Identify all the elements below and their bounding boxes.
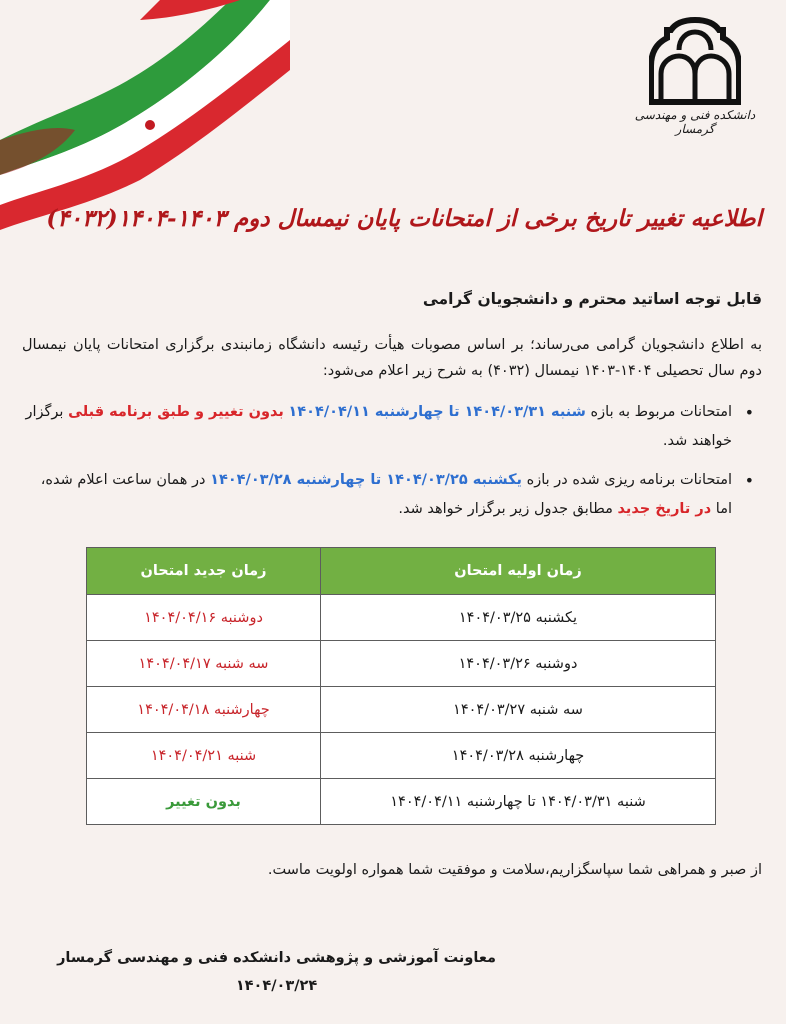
- bullet-item: • امتحانات برنامه ریزی شده در بازه یکشنبه ۱۴۰۴/۰۳/۲۵ تا چهارشنبه ۱۴۰۴/۰۳/۲۸ در همان ساعت اعلام شده، اما در تاریخ جدید مطابق جدول زیر برگزار خواهد شد.: [22, 466, 762, 524]
- table-row: [87, 733, 716, 779]
- new-time-cell: چهارشنبه ۱۴۰۴/۰۴/۱۸: [87, 687, 321, 733]
- exam-schedule-table: [86, 547, 716, 825]
- college-logo-icon: [649, 16, 741, 106]
- new-time-cell: دوشنبه ۱۴۰۴/۰۴/۱۶: [87, 595, 321, 641]
- original-time-cell: سه شنبه ۱۴۰۴/۰۳/۲۷: [321, 687, 716, 733]
- header-new-time: زمان جدید امتحان: [87, 548, 321, 595]
- salutation: قابل توجه اساتید محترم و دانشجویان گرامی: [422, 290, 762, 308]
- original-time-cell: یکشنبه ۱۴۰۴/۰۳/۲۵: [321, 595, 716, 641]
- new-time-cell: شنبه ۱۴۰۴/۰۴/۲۱: [87, 733, 321, 779]
- original-time-cell: شنبه ۱۴۰۴/۰۳/۳۱ تا چهارشنبه ۱۴۰۴/۰۴/۱۱: [321, 779, 716, 825]
- table-row: [87, 641, 716, 687]
- original-time-cell: دوشنبه ۱۴۰۴/۰۳/۲۶: [321, 641, 716, 687]
- signature-date: ۱۴۰۴/۰۳/۲۴: [235, 978, 318, 994]
- signature-block: [57, 944, 496, 1000]
- intro-paragraph: به اطلاع دانشجویان گرامی می‌رساند؛ بر اساس مصوبات هیأت رئیسه دانشگاه زمانبندی برگزاری امتحانات پایان نیمسال دوم سال تحصیلی ۱۴۰۴-۱۴۰۳ نیمسال (۴۰۳۲) به شرح زیر اعلام می‌شود:: [22, 337, 762, 379]
- new-time-cell: سه شنبه ۱۴۰۴/۰۴/۱۷: [87, 641, 321, 687]
- table-row: [87, 687, 716, 733]
- signature-line: معاونت آموزشی و پژوهشی دانشکده فنی و مهندسی گرمسار: [57, 950, 496, 966]
- table-row: [87, 779, 716, 825]
- college-logo: [630, 16, 760, 136]
- original-time-cell: چهارشنبه ۱۴۰۴/۰۳/۲۸: [321, 733, 716, 779]
- bullet-item: • امتحانات مربوط به بازه شنبه ۱۴۰۴/۰۳/۳۱ تا چهارشنبه ۱۴۰۴/۰۴/۱۱ بدون تغییر و طبق برنامه قبلی برگزار خواهند شد.: [22, 398, 762, 456]
- highlight-text: بدون تغییر و طبق برنامه قبلی: [68, 404, 284, 420]
- bullet-list: [22, 398, 762, 534]
- new-time-cell: بدون تغییر: [87, 779, 321, 825]
- date-range: یکشنبه ۱۴۰۴/۰۳/۲۵ تا چهارشنبه ۱۴۰۴/۰۳/۲۸: [210, 472, 522, 488]
- table-row: [87, 595, 716, 641]
- page-title: اطلاعیه تغییر تاریخ برخی از امتحانات پایان نیمسال دوم ۱۴۰۳-۱۴۰۴(۴۰۳۲): [46, 205, 762, 232]
- header-original-time: زمان اولیه امتحان: [321, 548, 716, 595]
- closing-text: از صبر و همراهی شما سپاسگزاریم،سلامت و موفقیت شما همواره اولویت ماست.: [267, 862, 762, 878]
- logo-caption: دانشکده فنی و مهندسی گرمسار: [634, 108, 756, 136]
- date-range: شنبه ۱۴۰۴/۰۳/۳۱ تا چهارشنبه ۱۴۰۴/۰۴/۱۱: [288, 404, 586, 420]
- table-header-row: [87, 548, 716, 595]
- highlight-text: در تاریخ جدید: [617, 501, 712, 517]
- iran-flag-ribbon: [0, 0, 300, 230]
